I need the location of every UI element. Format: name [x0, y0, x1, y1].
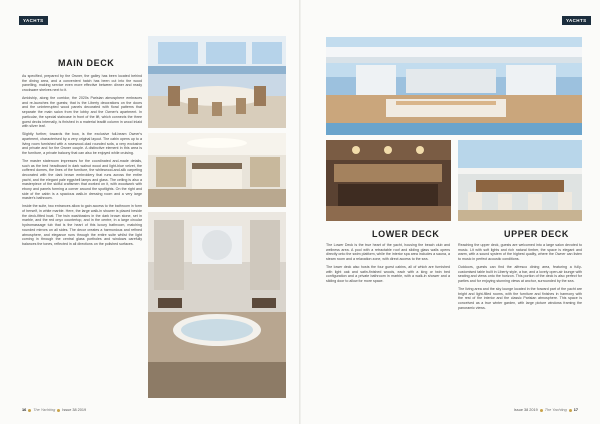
- master-bathroom-photo: [148, 212, 286, 398]
- page-number-right: 17: [573, 408, 578, 412]
- lower-deck-heading: LOWER DECK: [372, 229, 440, 239]
- main-deck-paragraph: Slightly further, towards the bow, is the exclusive full-beam Owner's apartment, characterised by a very original layout. The cabin opens up to a living room furnished with a rosewood-clad rounded sofa, a very exclusive and private and for the Owner couple. A distinctive element in this area is the furniture, a private balcony that can also be enjoyed while cruising.: [22, 132, 142, 155]
- issue-right: Issue 38 2019: [513, 408, 538, 412]
- upper-deck-paragraph: Reaching the upper deck, guests are welcomed into a large salon devoted to music. Lit with soft lights and rich natural timber, the space is elegant and warm, with a sound system of the highest quality, where the Owner can listen to music in perfect acoustic conditions.: [458, 243, 582, 262]
- upper-deck-text: [458, 243, 582, 314]
- lounge-bar-photo: [326, 140, 451, 221]
- lower-deck-text: [326, 243, 450, 287]
- folio-right: [514, 408, 578, 412]
- brand-left: The Yachting: [33, 408, 56, 412]
- main-deck-paragraph: Inside the suite, two entrances allow to gain access to the bathroom in form of herself, in white marble. Here, the large walk-in shower is placed beside the deck-fitted boat. The twin washbasins in the dark brown stone, set in marble, and the red onyx countertop, and in the centre, in a large circular hydromassage tub that is the heart of this luxury bathroom, matching rounded mirrors on all sides. The decor creates a harmonious and refined atmosphere, and elegance runs through the entire suite whilst the light coming in through the central glass portholes and windows carefully balances the tones, reflected in all directions on the polished surfaces.: [22, 204, 142, 246]
- upper-deck-heading: UPPER DECK: [504, 229, 570, 239]
- upper-deck-paragraph: The living area and the sky lounge located in the forward part of the yacht are bright and light-filled rooms, with the furniture and finishes in harmony with the rest of the interior and the classic Parisian atmosphere. This space is conceived as a true winter garden, with large picture windows framing the panoramic views.: [458, 287, 582, 310]
- owner-cabin-photo: [148, 133, 286, 207]
- lower-deck-paragraph: The Lower Deck is the true heart of the yacht, housing the beach club and wellness area. A pool with a retractable roof and sliding glass walls opens directly onto the swim platform, while the interior spa area includes a sauna, a steam room and a relaxation zone, with direct access to the sea.: [326, 243, 450, 262]
- lower-deck-paragraph: The lower deck also hosts the four guest cabins, all of which are furnished with light oak and satin-finished woods, each with a king or twin bed configuration and a private bathroom in marble, with a walk-in shower and a sliding door to allow for more space.: [326, 265, 450, 284]
- brand-right: The Yachting: [544, 408, 567, 412]
- main-deck-paragraph: The master stateroom impresses for the coordinated and-made details, such as the bed headboard in dark walnut wood and light-blue velvet, the coffered domes, the lines of the furniture, the whitewood-and-silk carpeting decorated with the dark brown embroidery that runs across the entire yacht, and the elegant pale eggshell lamps and glass. The ceiling is also a masterpiece of the skilful craftsmen that worked on it, with woodwork with ebony and panels forming a corner around the spotlights. On the right and side of the cabin is a spacious walk-in dressing room and a very large master's bathroom.: [22, 158, 142, 201]
- main-deck-heading: MAIN DECK: [58, 58, 115, 68]
- aft-deck-photo: [326, 37, 582, 135]
- folio-left: [22, 408, 86, 412]
- main-deck-paragraph: As specified, prepared by the Owner, the galley has been located behind the dining area, and a convenient hatch has been cut into the wood panelling, making service even more effective between dinner and ready crockware shelves next to it.: [22, 74, 142, 93]
- section-tag-left: YACHTS: [19, 16, 48, 25]
- page-number-left: 16: [22, 408, 27, 412]
- section-tag-right: YACHTS: [562, 16, 591, 25]
- main-deck-text: [22, 74, 142, 250]
- dining-salon-photo: [148, 36, 286, 128]
- spine-gutter: [299, 0, 301, 424]
- upper-deck-paragraph: Outdoors, guests can find the alfresco dining area, featuring a fully-customised table built in Liberty style, a bar, and a lovely open-air lounge with seating and views onto the horizon. This portion of the deck is also perfect for parties and for enjoying stunning views at anchor, surrounded by the sea.: [458, 265, 582, 284]
- main-deck-paragraph: Amidship, along the corridor, the 2020s Parisian atmosphere embraces and re-launches the guests; that is the Liberty decorations on the doors and the uninterrupted wood panels decorated with floral patterns that separate the main salon from the lobby and the Owner's apartment. In particular, the special staircase in front of the lift, which connects the three guest decks internally, is finished in a material leadlit column in wood inlaid with silver leaf.: [22, 96, 142, 129]
- exterior-dining-photo: [458, 140, 582, 221]
- issue-left: Issue 38 2019: [62, 408, 87, 412]
